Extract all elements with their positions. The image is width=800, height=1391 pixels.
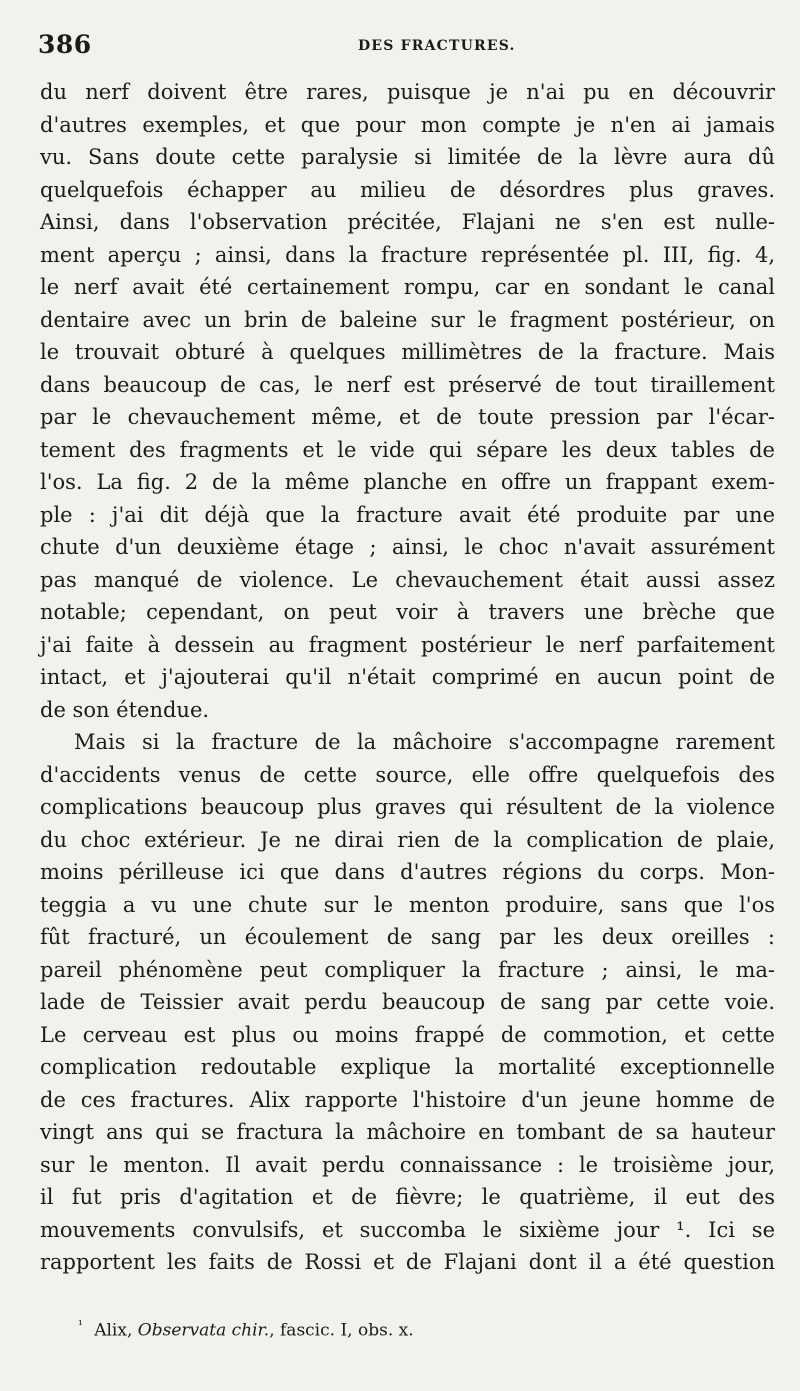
footnote-marker: ¹ [78,1318,83,1332]
body-text [40,76,775,1279]
text-line: ple : j'ai dit déjà que la fracture avait été produite par une [40,502,775,527]
text-line: intact, et j'ajouterai qu'il n'était comprimé en aucun point de [40,665,775,689]
text-line: notable; cependant, on peut voir à travers une brèche que [40,600,775,624]
text-line: d'accidents venus de cette source, elle offre quelquefois des [40,762,775,787]
text-line: vu. Sans doute cette paralysie si limitée de la lèvre aura dû [40,145,775,169]
text-line: teggia a vu une chute sur le menton produire, sans que l'os [40,892,775,917]
text-line: complications beaucoup plus graves qui résultent de la violence [40,795,775,819]
text-line: Ainsi, dans l'observation précitée, Flajani ne s'en est nulle- [40,210,775,234]
footnote-reference: , fascic. I, obs. x. [269,1320,414,1341]
text-line: Le cerveau est plus ou moins frappé de commotion, et cette [40,1022,775,1047]
text-line: quelquefois échapper au milieu de désordres plus graves. [40,177,775,202]
text-line: d'autres exemples, et que pour mon compte je n'en ai jamais [40,112,775,137]
text-line: tement des fragments et le vide qui sépare les deux tables de [40,437,775,462]
text-line: de ces fractures. Alix rapporte l'histoire d'un jeune homme de [40,1087,775,1112]
text-line: Mais si la fracture de la mâchoire s'accompagne rarement [74,730,775,754]
page-header [38,30,768,64]
text-line: rapportent les faits de Rossi et de Flajani dont il a été question [40,1250,775,1274]
footnote [78,1318,414,1341]
text-line: vingt ans qui se fractura la mâchoire en tombant de sa hauteur [40,1120,775,1144]
text-line: mouvements convulsifs, et succomba le sixième jour ¹. Ici se [40,1217,775,1242]
running-head: DES FRACTURES. [358,38,516,54]
text-line: j'ai faite à dessein au fragment postérieur le nerf parfaitement [40,632,775,657]
text-line: dentaire avec un brin de baleine sur le fragment postérieur, on [40,307,775,332]
paragraph [40,726,775,1279]
text-line: pareil phénomène peut compliquer la fracture ; ainsi, le ma- [40,957,775,982]
text-line: chute d'un deuxième étage ; ainsi, le choc n'avait assurément [40,535,775,559]
footnote-author: Alix, [94,1320,133,1341]
text-line: moins périlleuse ici que dans d'autres régions du corps. Mon- [40,860,775,884]
text-line: dans beaucoup de cas, le nerf est préservé de tout tiraillement [40,372,775,397]
text-line: ment aperçu ; ainsi, dans la fracture représentée pl. III, fig. 4, [40,242,775,267]
footnote-title: Observata chir. [137,1320,270,1341]
text-line: fût fracturé, un écoulement de sang par les deux oreilles : [40,925,775,949]
text-line: complication redoutable explique la mortalité exceptionnelle [40,1055,775,1079]
text-line: de son étendue. [40,697,210,722]
text-line: du choc extérieur. Je ne dirai rien de la complication de plaie, [40,827,775,852]
text-line: le trouvait obturé à quelques millimètres de la fracture. Mais [40,340,775,364]
text-line: sur le menton. Il avait perdu connaissance : le troisième jour, [40,1152,775,1177]
page-number: 386 [38,30,92,59]
text-line: l'os. La fig. 2 de la même planche en offre un frappant exem- [40,470,775,494]
paragraph [40,76,775,726]
text-line: du nerf doivent être rares, puisque je n'ai pu en découvrir [40,80,775,104]
text-line: le nerf avait été certainement rompu, car en sondant le canal [40,275,775,299]
text-line: pas manqué de violence. Le chevauchement était aussi assez [40,567,775,592]
text-line: par le chevauchement même, et de toute pression par l'écar- [40,405,775,429]
text-line: lade de Teissier avait perdu beaucoup de sang par cette voie. [40,990,775,1014]
text-line: il fut pris d'agitation et de fièvre; le quatrième, il eut des [40,1185,775,1209]
